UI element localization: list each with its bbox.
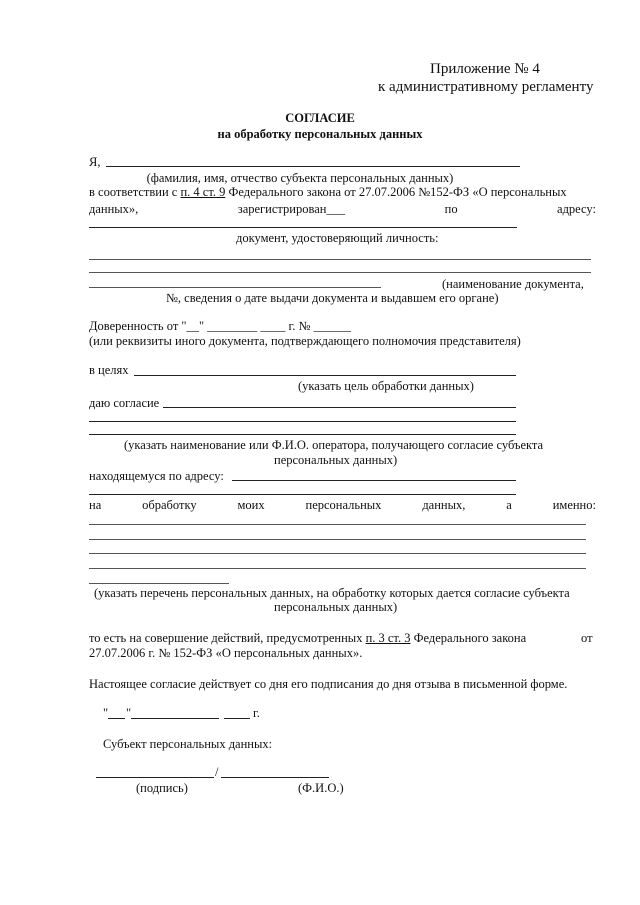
address-field[interactable]: [89, 227, 517, 228]
law-post: Федерального закона от 27.07.2006 №152-ФЗ «О персональных: [225, 185, 567, 199]
operator-hint-2: персональных данных): [274, 453, 398, 467]
data-list-field-2[interactable]: [89, 539, 586, 540]
full-name-field[interactable]: [221, 777, 329, 778]
law-ref-link[interactable]: п. 4 ст. 9: [180, 185, 226, 199]
subject-hint: (фамилия, имя, отчество субъекта персональных данных): [146, 171, 454, 185]
full-name-hint: (Ф.И.О.): [298, 781, 344, 795]
signature-slash: /: [215, 765, 219, 779]
processing-word: обработку: [142, 498, 197, 512]
date-year-field[interactable]: [224, 718, 250, 719]
appendix-to: к административному регламенту: [378, 79, 594, 95]
data-list-field-1[interactable]: [89, 524, 586, 525]
subject-name-field[interactable]: [106, 166, 520, 167]
processing-line: [89, 498, 596, 513]
proxy-hint: (или реквизиты иного документа, подтверждающего полномочия представителя): [89, 334, 521, 348]
processing-word: именно:: [552, 498, 596, 512]
processing-word: а: [506, 498, 512, 512]
appendix-number: Приложение № 4: [430, 61, 540, 77]
law-word: зарегистрирован___: [237, 202, 346, 216]
data-list-field-3[interactable]: [89, 553, 586, 554]
law-word: данных»,: [89, 202, 139, 216]
law-word: адресу:: [557, 202, 596, 216]
processing-word: данных,: [422, 498, 466, 512]
law-reference-line-2: [89, 202, 596, 217]
subject-prefix: Я,: [89, 155, 101, 169]
data-list-field-4[interactable]: [89, 568, 586, 569]
actions-from: от: [581, 631, 593, 645]
operator-field-1[interactable]: [163, 407, 516, 408]
actions-line-1: [89, 632, 526, 645]
consent-prefix: даю согласие: [89, 396, 160, 410]
id-document-field-3[interactable]: [89, 287, 381, 288]
actions-ref-link[interactable]: п. 3 ст. 3: [365, 631, 411, 645]
actions-line-2: 27.07.2006 г. № 152-ФЗ «О персональных данных».: [89, 646, 363, 660]
operator-address-prefix: находящемуся по адресу:: [89, 469, 224, 483]
processing-word: моих: [237, 498, 265, 512]
document-title: СОГЛАСИЕ: [285, 111, 355, 125]
signature-field[interactable]: [96, 777, 214, 778]
operator-field-3[interactable]: [89, 434, 516, 435]
law-reference-line-1: [89, 186, 567, 199]
purpose-hint: (указать цель обработки данных): [298, 379, 474, 393]
processing-hint-2: персональных данных): [274, 600, 398, 614]
id-document-hint-1: (наименование документа,: [442, 277, 584, 291]
data-list-field-5[interactable]: [89, 583, 229, 584]
processing-hint-1: (указать перечень персональных данных, на обработку которых дается согласие субъекта: [94, 586, 570, 600]
id-document-field-1[interactable]: [89, 259, 591, 260]
operator-address-field-2[interactable]: [89, 494, 516, 495]
actions-pre: то есть на совершение действий, предусмотренных: [89, 631, 366, 645]
actions-post: Федерального закона: [410, 631, 527, 645]
signature-hint: (подпись): [136, 781, 188, 795]
date-day-field[interactable]: [108, 718, 125, 719]
purpose-field[interactable]: [134, 375, 516, 376]
law-word: по: [444, 202, 458, 216]
id-document-label: документ, удостоверяющий личность:: [236, 231, 439, 245]
processing-word: на: [89, 498, 102, 512]
document-subtitle: на обработку персональных данных: [217, 127, 423, 141]
operator-field-2[interactable]: [89, 421, 516, 422]
purpose-prefix: в целях: [89, 363, 129, 377]
signature-subject-label: Субъект персональных данных:: [103, 737, 273, 751]
date-year-suffix: г.: [253, 706, 260, 720]
operator-address-field-1[interactable]: [232, 480, 516, 481]
date-quote-open: ": [103, 706, 109, 720]
date-month-field[interactable]: [131, 718, 219, 719]
processing-word: персональных: [305, 498, 382, 512]
validity-text: Настоящее согласие действует со дня его подписания до дня отзыва в письменной форме.: [89, 677, 568, 691]
operator-hint-1: (указать наименование или Ф.И.О. оператора, получающего согласие субъекта: [124, 438, 544, 452]
law-pre: в соответствии с: [89, 185, 181, 199]
proxy-line: Доверенность от "__" ________ ____ г. № ______: [89, 319, 351, 333]
id-document-hint-2: №, сведения о дате выдачи документа и выдавшем его органе): [166, 291, 499, 305]
id-document-field-2[interactable]: [89, 272, 591, 273]
date-quote-close: ": [126, 706, 132, 720]
